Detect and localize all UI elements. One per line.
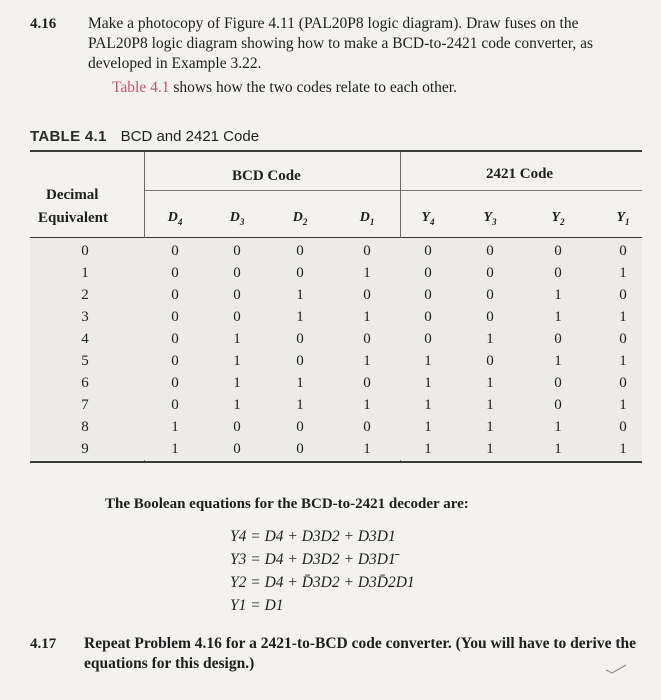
bit-cell: 0: [171, 375, 179, 391]
bit-cell: 0: [486, 353, 494, 369]
bit-cell: 0: [619, 287, 627, 303]
bit-cell: 0: [233, 309, 241, 325]
table-bottom-rule: [30, 461, 642, 463]
bit-cell: 0: [486, 287, 494, 303]
problem-4-16-number: 4.16: [30, 16, 57, 32]
table-reference-rest: shows how the two codes relate to each other.: [169, 79, 457, 96]
bit-cell: 1: [296, 287, 304, 303]
bit-cell: 0: [363, 287, 371, 303]
code-2421-header: 2421 Code: [486, 166, 554, 182]
bit-cell: 1: [296, 397, 304, 413]
bit-cell: 0: [363, 243, 371, 259]
decimal-cell: 6: [81, 375, 89, 391]
bit-cell: 0: [233, 287, 241, 303]
bit-cell: 0: [233, 243, 241, 259]
bit-cell: 0: [554, 243, 562, 259]
bit-cell: 1: [619, 353, 627, 369]
eq-y4-text: Y4 = D4 + D3D2 + D3D1: [230, 528, 396, 545]
bit-cell: 1: [424, 353, 432, 369]
bit-cell: 0: [233, 419, 241, 435]
bit-cell: 0: [233, 265, 241, 281]
eq-y1-text: Y1 = D1: [230, 597, 284, 614]
bit-cell: 1: [424, 419, 432, 435]
bit-cell: 0: [424, 331, 432, 347]
bit-cell: 1: [486, 331, 494, 347]
bit-cell: 1: [486, 441, 494, 457]
bit-cell: 0: [363, 419, 371, 435]
bit-cell: 0: [171, 331, 179, 347]
problem-4-17-text: [84, 634, 636, 674]
bit-cell: 1: [296, 309, 304, 325]
decimal-cell: 0: [81, 243, 89, 259]
bit-cell: 0: [619, 331, 627, 347]
bit-cell: 1: [554, 353, 562, 369]
decimal-cell: 7: [81, 397, 89, 413]
bit-cell: 1: [424, 441, 432, 457]
bit-cell: 0: [296, 243, 304, 259]
col-header-y2: $Y_2$: [551, 210, 565, 227]
bit-cell: 0: [171, 353, 179, 369]
bit-cell: 0: [424, 287, 432, 303]
bit-cell: 1: [363, 309, 371, 325]
bit-cell: 0: [363, 331, 371, 347]
bit-cell: 1: [363, 353, 371, 369]
bit-cell: 0: [424, 309, 432, 325]
bit-cell: 0: [619, 243, 627, 259]
decimal-header-line1: Decimal: [46, 187, 99, 203]
decimal-cell: 8: [81, 419, 89, 435]
bit-cell: 0: [171, 243, 179, 259]
table-reference: Table 4.1: [112, 79, 170, 96]
bit-cell: 0: [296, 331, 304, 347]
equation-y2: [230, 574, 415, 592]
decimal-cell: 4: [81, 331, 89, 347]
bit-cell: 0: [554, 331, 562, 347]
bit-cell: 1: [363, 441, 371, 457]
bit-cell: 1: [486, 375, 494, 391]
bit-cell: 0: [171, 287, 179, 303]
boolean-intro: The Boolean equations for the BCD-to-2421 decoder are:: [105, 496, 469, 512]
bit-cell: 0: [554, 265, 562, 281]
col-header-y3: $Y_3$: [483, 210, 497, 227]
bit-cell: 0: [486, 265, 494, 281]
col-header-d2: $D_2$: [292, 210, 308, 227]
bit-cell: 0: [619, 419, 627, 435]
table-reference-note: [112, 78, 457, 98]
problem-4-16-line2: PAL20P8 logic diagram showing how to make a BCD-to-2421 code converter, as: [88, 35, 594, 52]
bit-cell: 1: [233, 397, 241, 413]
bit-cell: 1: [619, 265, 627, 281]
decimal-cell: 2: [81, 287, 89, 303]
bit-cell: 0: [171, 397, 179, 413]
col-header-y1: $Y_1$: [616, 210, 630, 227]
table-top-rule: [30, 150, 642, 152]
problem-4-16-line1: Make a photocopy of Figure 4.11 (PAL20P8 logic diagram). Draw fuses on the: [88, 15, 579, 32]
bit-cell: 0: [424, 243, 432, 259]
bit-cell: 1: [363, 397, 371, 413]
problem-4-17-line1: Repeat Problem 4.16 for a 2421-to-BCD code converter. (You will have to derive the: [84, 635, 637, 652]
bit-cell: 0: [554, 375, 562, 391]
bit-cell: 0: [486, 309, 494, 325]
decimal-header-line2: Equivalent: [38, 210, 109, 226]
problem-4-17-number: 4.17: [30, 636, 57, 652]
bit-cell: 0: [296, 419, 304, 435]
bit-cell: 1: [554, 309, 562, 325]
bit-cell: 1: [619, 441, 627, 457]
bit-cell: 0: [171, 265, 179, 281]
equation-y3: [230, 551, 396, 569]
bit-cell: 1: [486, 419, 494, 435]
decimal-cell: 5: [81, 353, 89, 369]
bit-cell: 1: [233, 353, 241, 369]
equation-y1: [230, 597, 284, 615]
decimal-cell: 9: [81, 441, 89, 457]
bcd-code-header: BCD Code: [232, 168, 301, 184]
bit-cell: 0: [554, 397, 562, 413]
problem-4-16-text: [88, 14, 593, 74]
bit-cell: 1: [233, 331, 241, 347]
bit-cell: 0: [233, 441, 241, 457]
problem-4-17-line2: equations for this design.): [84, 655, 255, 672]
bit-cell: 1: [171, 441, 179, 457]
bit-cell: 0: [171, 309, 179, 325]
eq-y3-text: Y3 = D4 + D3D2 + D3D1̄: [230, 551, 396, 568]
bit-cell: 0: [363, 375, 371, 391]
bit-cell: 1: [424, 397, 432, 413]
bit-cell: 1: [424, 375, 432, 391]
bit-cell: 1: [171, 419, 179, 435]
bit-cell: 1: [554, 441, 562, 457]
table-title: BCD and 2421 Code: [120, 128, 260, 145]
table-caption: [30, 128, 259, 145]
bit-cell: 0: [296, 353, 304, 369]
bit-cell: 1: [554, 419, 562, 435]
bit-cell: 0: [486, 243, 494, 259]
bit-cell: 1: [233, 375, 241, 391]
bit-cell: 0: [296, 441, 304, 457]
equation-y4: [230, 528, 396, 546]
decimal-cell: 3: [81, 309, 89, 325]
col-header-d1: $D_1$: [359, 210, 375, 227]
col-header-d3: $D_3$: [229, 210, 245, 227]
bit-cell: 1: [363, 265, 371, 281]
table-label: TABLE 4.1: [30, 128, 107, 145]
decimal-cell: 1: [81, 265, 89, 281]
bit-cell: 1: [554, 287, 562, 303]
bit-cell: 0: [619, 375, 627, 391]
bit-cell: 0: [296, 265, 304, 281]
bit-cell: 1: [296, 375, 304, 391]
bit-cell: 1: [619, 309, 627, 325]
eq-y2-text: Y2 = D4 + D̄3D2 + D3D̄2D1: [230, 574, 415, 591]
bit-cell: 1: [486, 397, 494, 413]
bit-cell: 0: [424, 265, 432, 281]
group-header-rule: [145, 190, 642, 191]
col-header-y4: $Y_4$: [421, 210, 435, 227]
bit-cell: 1: [619, 397, 627, 413]
pencil-check-icon: [604, 662, 628, 676]
col-header-d4: $D_4$: [167, 210, 183, 227]
problem-4-16-line3: developed in Example 3.22.: [88, 55, 262, 72]
